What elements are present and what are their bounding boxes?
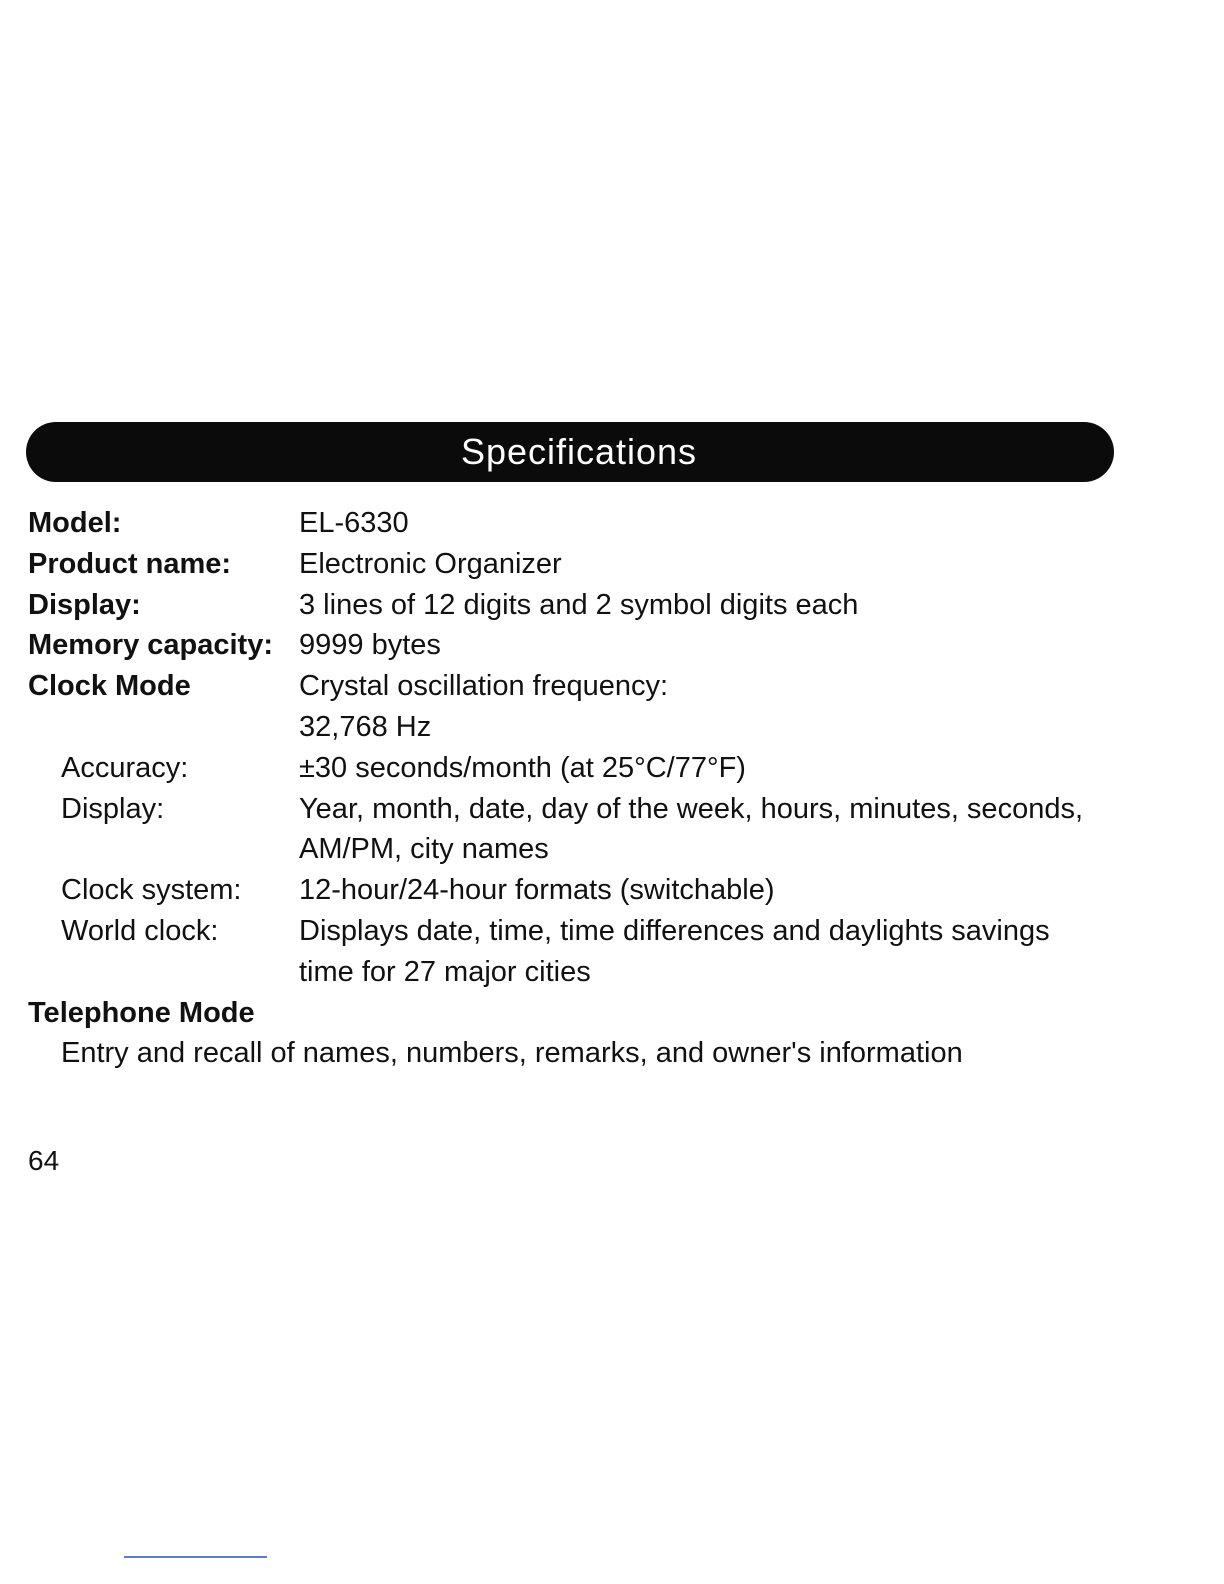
spec-row-memory-capacity <box>28 625 1128 666</box>
spec-row-accuracy <box>28 748 1128 789</box>
spec-label-product-name: Product name: <box>28 547 232 580</box>
spec-label-world-clock: World clock: <box>61 914 219 947</box>
page-number: 64 <box>28 1145 60 1176</box>
spec-value-world-clock <box>299 911 1119 993</box>
page-title: Specifications <box>460 431 698 472</box>
spec-label-memory-capacity: Memory capacity: <box>28 629 273 662</box>
spec-value-display: 3 lines of 12 digits and 2 symbol digits each <box>299 588 859 621</box>
specifications-list <box>28 503 1128 1074</box>
spec-value-world-clock-line-1: Displays date, time, time differences and daylights savings <box>299 914 1050 947</box>
spec-value-world-clock-line-2: time for 27 major cities <box>299 955 591 988</box>
spec-label-clock-system: Clock system: <box>61 874 242 907</box>
telephone-mode-heading: Telephone Mode <box>28 996 255 1029</box>
spec-value-clock-mode <box>299 666 1119 748</box>
spec-label-display: Display: <box>28 588 141 621</box>
spec-value-memory-capacity: 9999 bytes <box>299 629 441 662</box>
spec-value-clock-mode-line-1: Crystal oscillation frequency: <box>299 670 669 703</box>
spec-value-clock-mode-line-2: 32,768 Hz <box>299 710 432 743</box>
spec-value-clock-display-line-2: AM/PM, city names <box>299 833 549 866</box>
spec-row-clock-system <box>28 870 1128 911</box>
spec-value-product-name: Electronic Organizer <box>299 547 562 580</box>
spec-row-model <box>28 503 1128 544</box>
spec-value-clock-display <box>299 789 1119 871</box>
spec-label-clock-display: Display: <box>61 792 165 825</box>
spec-value-clock-display-line-1: Year, month, date, day of the week, hours, minutes, seconds, <box>299 792 1084 825</box>
spec-label-model: Model: <box>28 507 122 539</box>
title-bar <box>26 422 1114 482</box>
spec-row-display <box>28 585 1128 626</box>
spec-row-clock-mode <box>28 666 1128 748</box>
footer-rule <box>124 1556 267 1558</box>
spec-value-accuracy: ±30 seconds/month (at 25°C/77°F) <box>299 751 746 784</box>
spec-label-accuracy: Accuracy: <box>61 751 189 784</box>
spec-value-model: EL-6330 <box>299 507 409 539</box>
spec-row-world-clock <box>28 911 1128 993</box>
spec-row-product-name <box>28 544 1128 585</box>
spec-label-clock-mode: Clock Mode <box>28 670 191 703</box>
telephone-mode-text: Entry and recall of names, numbers, remarks, and owner's information <box>61 1037 963 1070</box>
spec-value-clock-system: 12-hour/24-hour formats (switchable) <box>299 874 775 907</box>
spec-row-clock-display <box>28 789 1128 871</box>
